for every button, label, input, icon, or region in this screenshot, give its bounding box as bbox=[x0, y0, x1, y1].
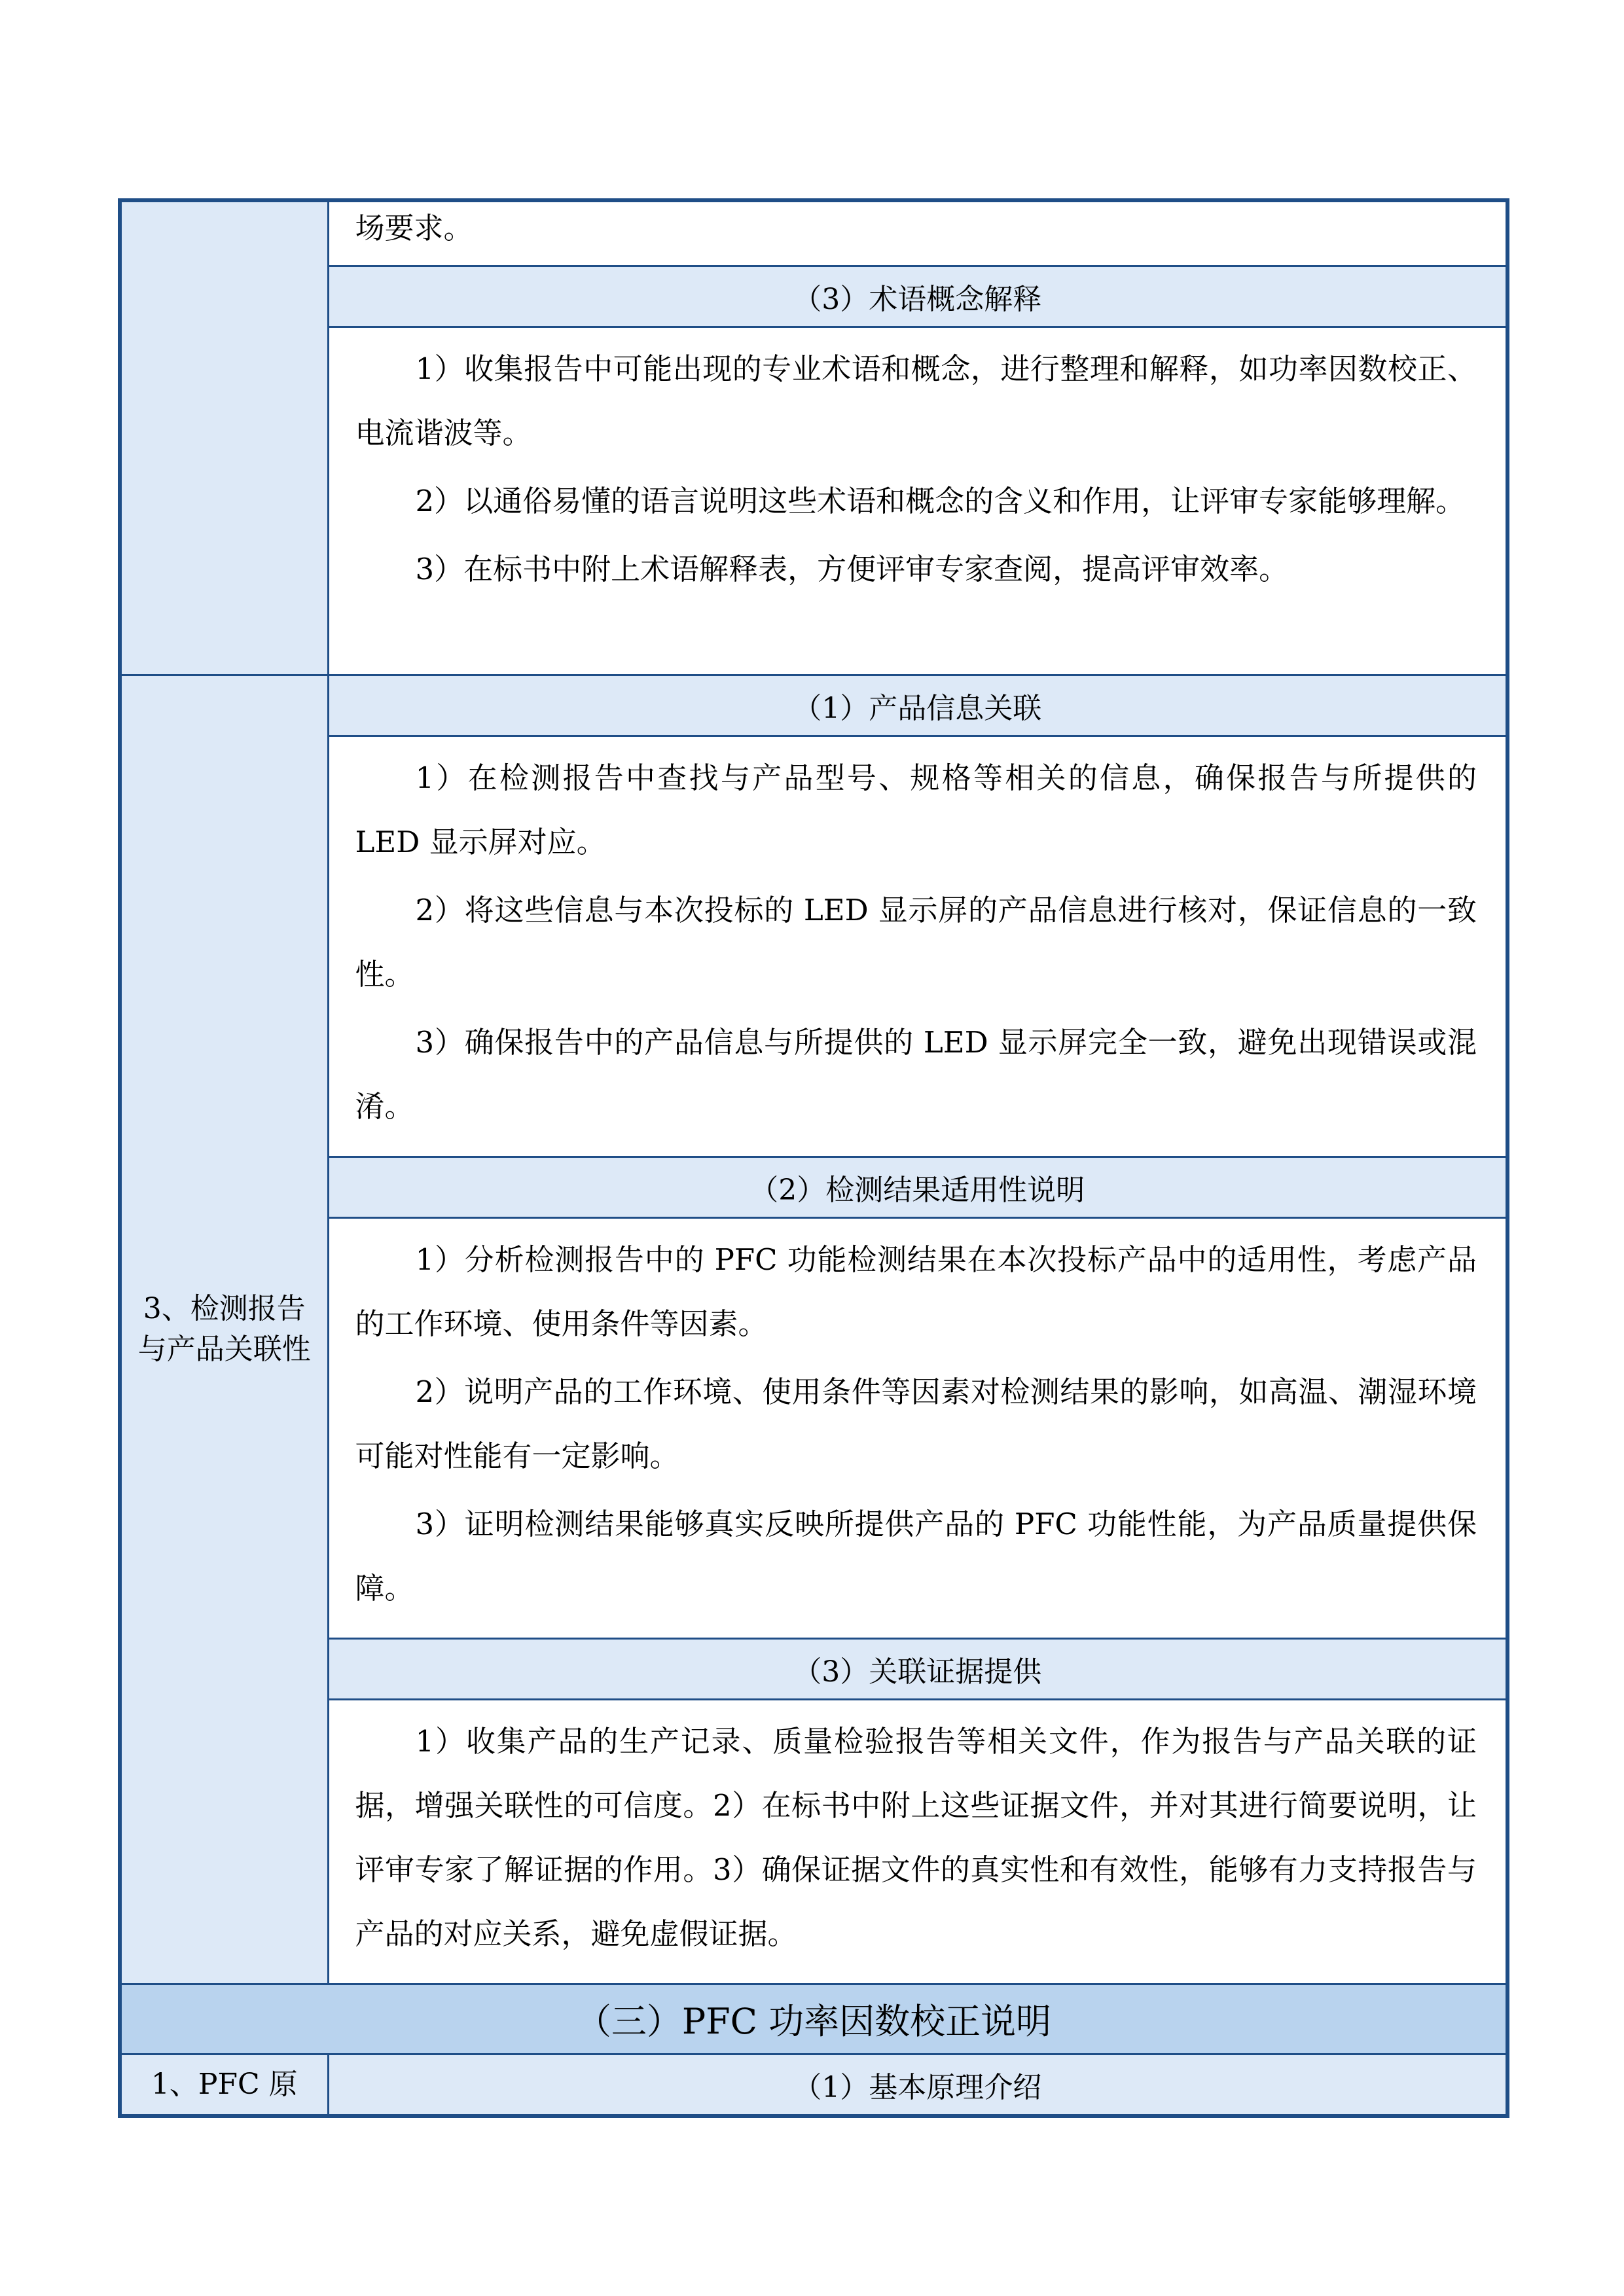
section3-label-cell bbox=[120, 675, 328, 1984]
evidence-para: 1）收集产品的生产记录、质量检验报告等相关文件，作为报告与产品关联的证据，增强关联性的可信度。2）在标书中附上这些证据文件，并对其进行简要说明，让评审专家了解证据的作用。3）确保证据文件的真实性和有效性，能够有力支持报告与产品的对应关系，避免虚假证据。 bbox=[355, 1723, 1477, 1951]
terminology-para-1: 1）收集报告中可能出现的专业术语和概念，进行整理和解释，如功率因数校正、电流谐波等。 bbox=[355, 351, 1477, 450]
pfc-principle-label-cell bbox=[120, 2054, 328, 2116]
product-info-para-1: 1）在检测报告中查找与产品型号、规格等相关的信息，确保报告与所提供的 LED 显示屏对应。 bbox=[355, 760, 1477, 859]
section-three-heading: （三）PFC 功率因数校正说明 bbox=[120, 1984, 1507, 2054]
subheading-basic-principle: （1）基本原理介绍 bbox=[328, 2054, 1507, 2116]
subheading-evidence: （3）关联证据提供 bbox=[328, 1638, 1507, 1699]
continued-text-cell bbox=[328, 200, 1507, 266]
applicability-body bbox=[328, 1217, 1507, 1638]
subheading-applicability: （2）检测结果适用性说明 bbox=[328, 1157, 1507, 1217]
product-info-para-2: 2）将这些信息与本次投标的 LED 显示屏的产品信息进行核对，保证信息的一致性。 bbox=[355, 892, 1477, 992]
applicability-para-1: 1）分析检测报告中的 PFC 功能检测结果在本次投标产品中的适用性，考虑产品的工作环境、使用条件等因素。 bbox=[355, 1242, 1477, 1341]
product-info-body bbox=[328, 736, 1507, 1157]
document-table bbox=[118, 198, 1509, 2118]
pfc-principle-label: 1、PFC 原 bbox=[151, 2067, 298, 2101]
applicability-para-2: 2）说明产品的工作环境、使用条件等因素对检测结果的影响，如高温、潮湿环境可能对性能有一定影响。 bbox=[355, 1374, 1477, 1473]
evidence-body bbox=[328, 1699, 1507, 1984]
section3-label: 3、检测报告与产品关联性 bbox=[137, 1292, 311, 1366]
product-info-para-3: 3）确保报告中的产品信息与所提供的 LED 显示屏完全一致，避免出现错误或混淆。 bbox=[355, 1024, 1477, 1124]
terminology-para-2: 2）以通俗易懂的语言说明这些术语和概念的含义和作用，让评审专家能够理解。 bbox=[415, 483, 1466, 518]
subheading-product-info: （1）产品信息关联 bbox=[328, 675, 1507, 736]
label-cell-continued bbox=[120, 200, 328, 675]
applicability-para-3: 3）证明检测结果能够真实反映所提供产品的 PFC 功能性能，为产品质量提供保障。 bbox=[355, 1506, 1477, 1605]
subheading-terminology: （3）术语概念解释 bbox=[328, 266, 1507, 327]
continued-text: 场要求。 bbox=[355, 211, 473, 245]
terminology-para-3: 3）在标书中附上术语解释表，方便评审专家查阅，提高评审效率。 bbox=[415, 551, 1289, 586]
terminology-body bbox=[328, 327, 1507, 675]
